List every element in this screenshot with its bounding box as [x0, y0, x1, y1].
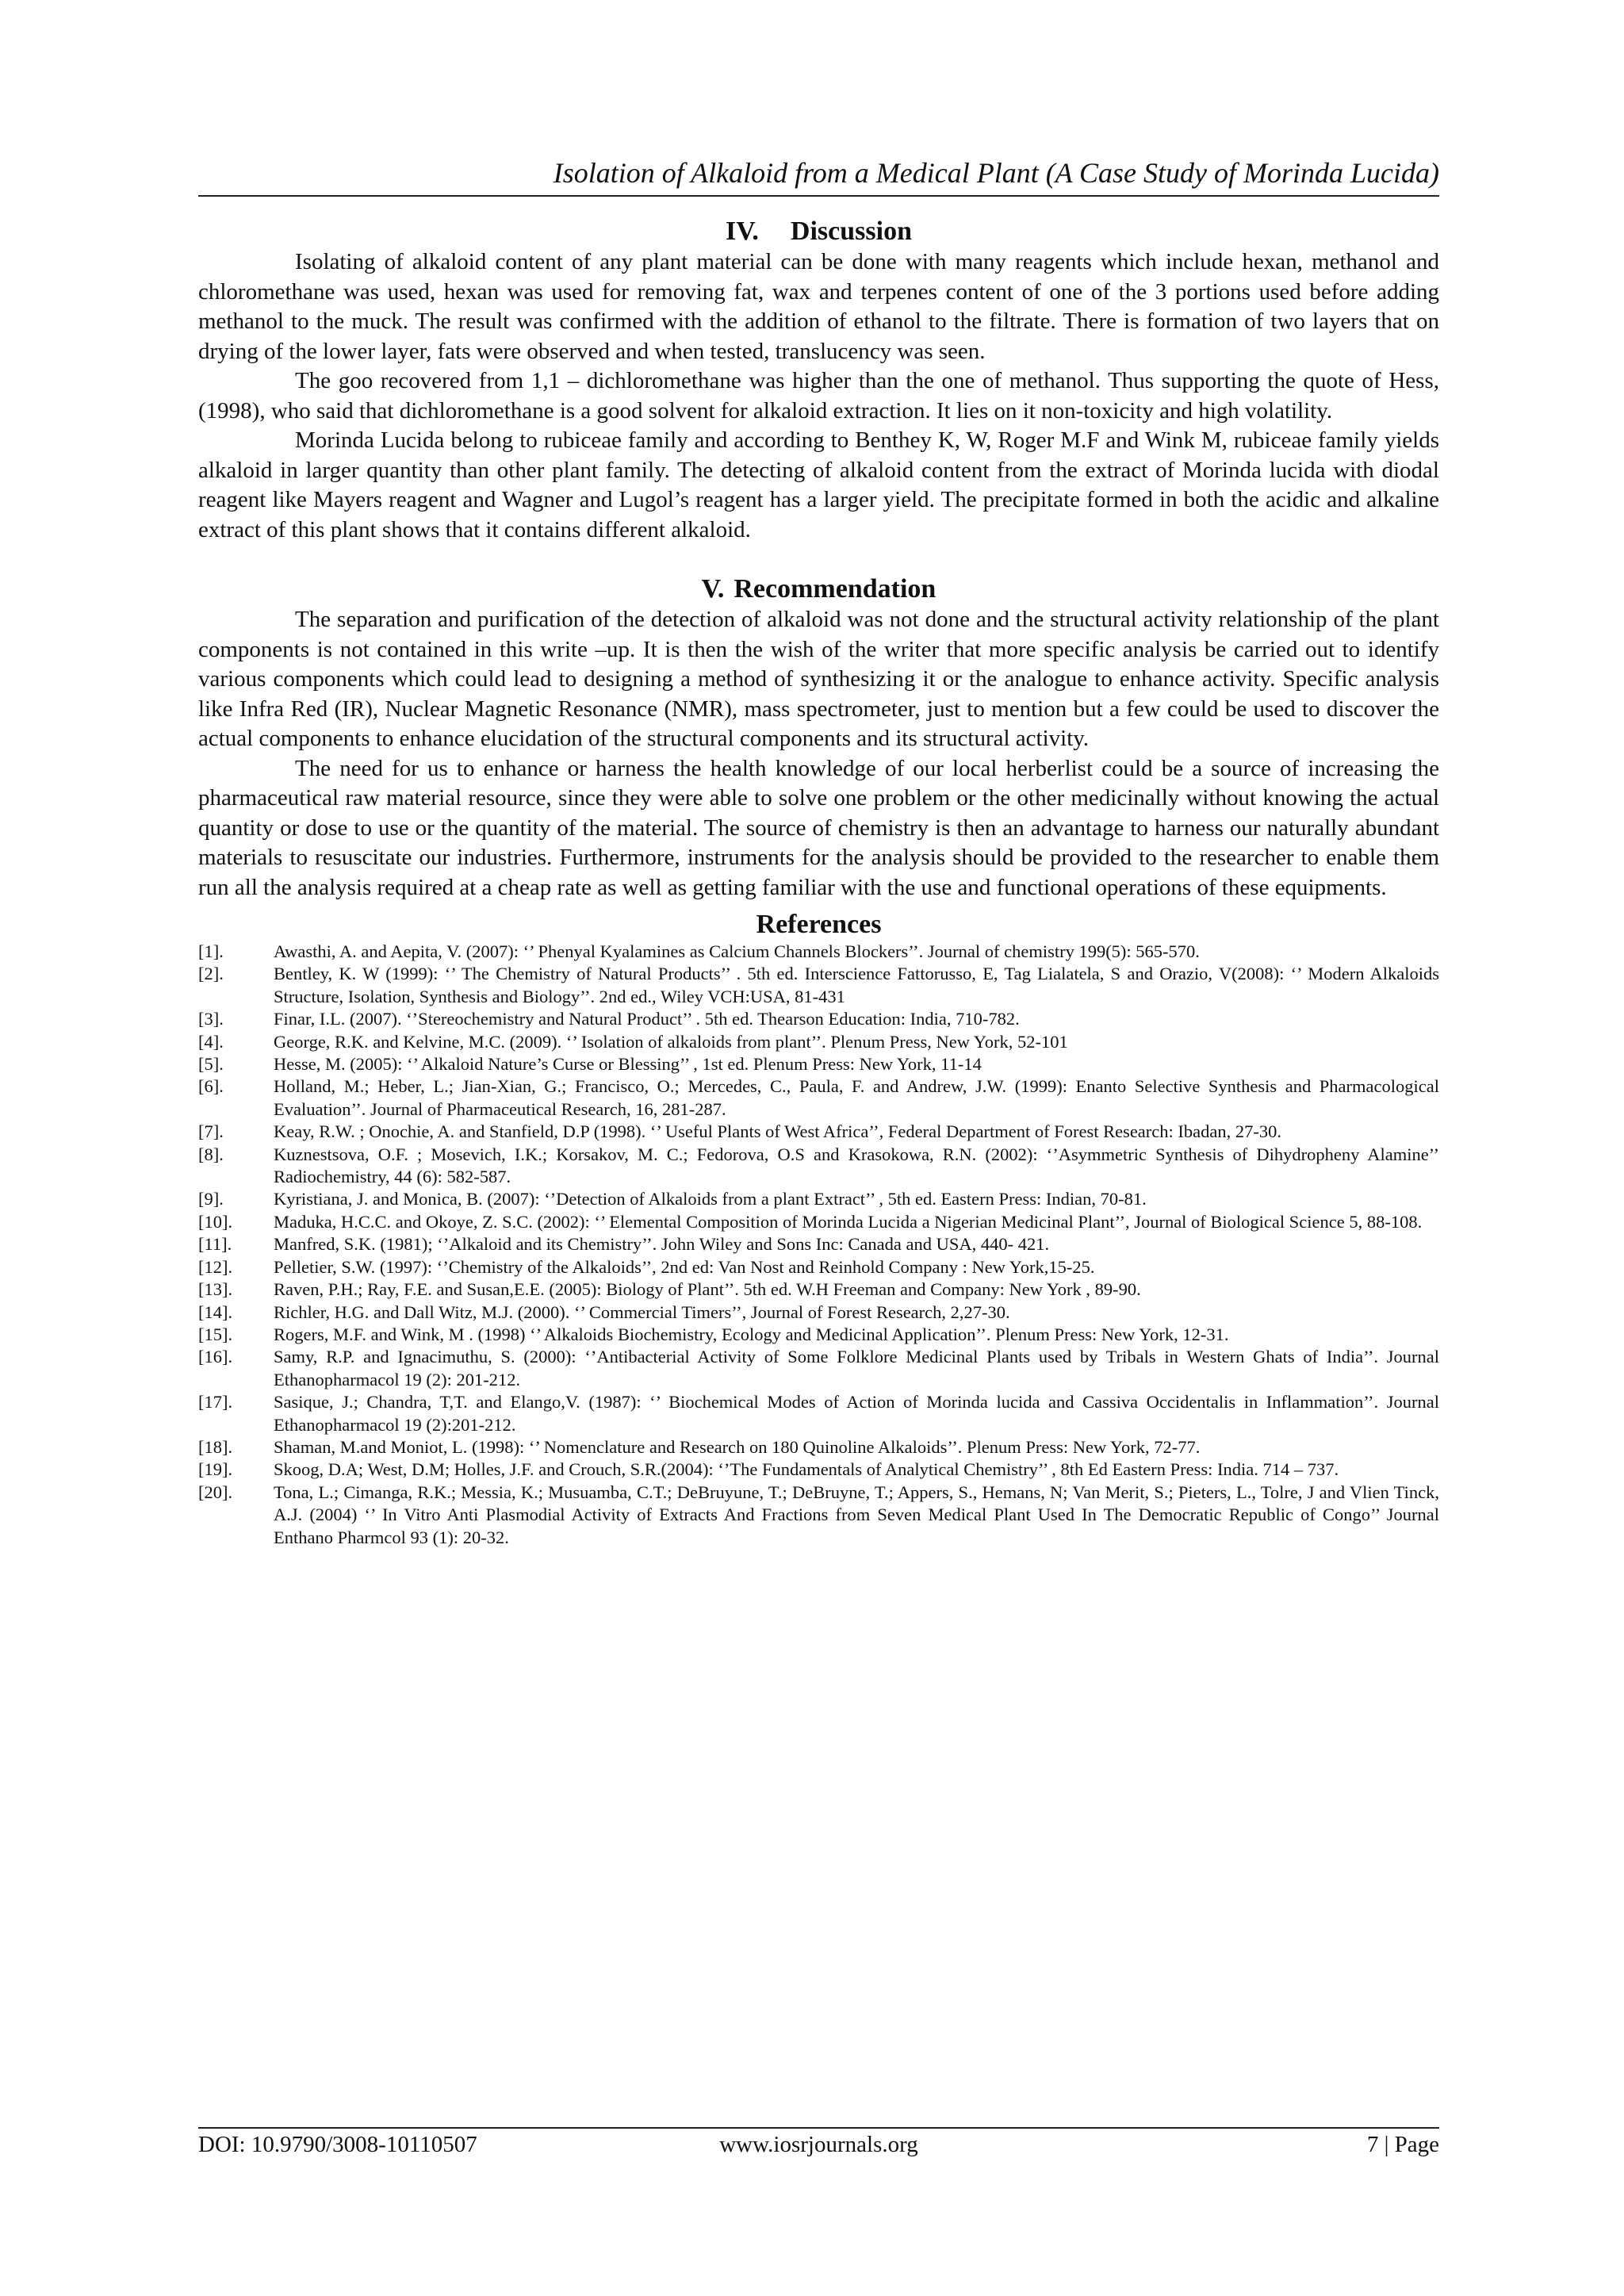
references-section [198, 909, 1439, 1549]
reference-number: [19]. [198, 1459, 233, 1480]
reference-number: [20]. [198, 1481, 233, 1502]
reference-text: Pelletier, S.W. (1997): ‘’Chemistry of the Alkaloids’’, 2nd ed: Van Nost and Reinhold Company : New York,15-25. [274, 1256, 1095, 1277]
reference-text: Finar, I.L. (2007). ‘’Stereochemistry and Natural Product’’ . 5th ed. Thearson Education: India, 710-782. [274, 1009, 1020, 1029]
reference-number: [13]. [198, 1279, 233, 1300]
discussion-title: Discussion [790, 217, 912, 246]
reference-item [198, 1346, 1439, 1391]
reference-number: [17]. [198, 1392, 233, 1412]
recommendation-heading [198, 573, 1439, 605]
references-heading: References [756, 910, 882, 939]
reference-text: Shaman, M.and Moniot, L. (1998): ‘’ Nomenclature and Research on 180 Quinoline Alkaloids’’. Plenum Press: New York, 72-77. [274, 1436, 1201, 1457]
reference-number: [7]. [198, 1121, 224, 1142]
reference-item [198, 941, 1439, 963]
reference-number: [18]. [198, 1436, 233, 1457]
reference-item [198, 1053, 1439, 1075]
reference-text: Maduka, H.C.C. and Okoye, Z. S.C. (2002): ‘’ Elemental Composition of Morinda Lucida a Nigerian Medicinal Plant’’, Journal of Biological Science 5, 88-108. [274, 1211, 1423, 1232]
reference-text: Manfred, S.K. (1981); ‘’Alkaloid and its Chemistry’’. John Wiley and Sons Inc: Canada and USA, 440- 421. [274, 1234, 1050, 1255]
reference-number: [14]. [198, 1301, 233, 1322]
reference-text: Awasthi, A. and Aepita, V. (2007): ‘’ Phenyal Kyalamines as Calcium Channels Blockers’’. Journal of chemistry 199(5): 565-570. [274, 941, 1200, 961]
reference-item [198, 1256, 1439, 1278]
reference-text: Bentley, K. W (1999): ‘’ The Chemistry of Natural Products’’ . 5th ed. Interscience Fattorusso, E, Tag Lialatela, S and Orazio, V(2008): ‘’ Modern Alkaloids Structure, Isolation, Synthesis and Biology’’. 2nd ed., Wiley VCH:USA, 81-431 [274, 964, 1439, 1006]
recommendation-number: V. [701, 574, 725, 604]
reference-number: [16]. [198, 1347, 233, 1367]
reference-text: Tona, L.; Cimanga, R.K.; Messia, K.; Musuamba, C.T.; DeBruyune, T.; DeBruyne, T.; Appers, S., Hemans, N; Van Merit, S.; Pieters, L., Tolre, J and Vlien Tinck, A.J. (2004) ‘’ In Vitro Anti Plasmodial Activity of Extracts And Fractions from Seven Medical Plant Used In The Democratic Republic of Congo’’ Journal Enthano Pharmcol 93 (1): 20-32. [274, 1481, 1439, 1547]
reference-number: [3]. [198, 1009, 224, 1029]
reference-text: Kuznestsova, O.F. ; Mosevich, I.K.; Korsakov, M. C.; Fedorova, O.S and Krasokowa, R.N. (2002): ‘’Asymmetric Synthesis of Dihydropheny Alamine’’ Radiochemistry, 44 (6): 582-587. [274, 1144, 1439, 1187]
reference-item [198, 1233, 1439, 1255]
reference-number: [11]. [198, 1234, 232, 1255]
header-rule [198, 195, 1439, 197]
reference-item [198, 1075, 1439, 1121]
reference-number: [12]. [198, 1256, 233, 1277]
reference-text: George, R.K. and Kelvine, M.C. (2009). ‘’ Isolation of alkaloids from plant’’. Plenum Press, New York, 52-101 [274, 1031, 1068, 1052]
reference-item [198, 1144, 1439, 1189]
recommendation-section [198, 573, 1439, 903]
reference-text: Richler, H.G. and Dall Witz, M.J. (2000). ‘’ Commercial Timers’’, Journal of Forest Research, 2,27-30. [274, 1301, 1010, 1322]
reference-item [198, 1211, 1439, 1233]
reference-item [198, 1301, 1439, 1324]
recommendation-paragraph: The separation and purification of the detection of alkaloid was not done and the structural activity relationship of the plant components is not contained in this write –up. It is then the wish of the writer that more specific analysis be carried out to identify various components which could lead to designing a method of synthesizing it or the analogue to enhance activity. Specific analysis like Infra Red (IR), Nuclear Magnetic Resonance (NMR), mass spectrometer, just to mention but a few could be used to discover the actual components to enhance elucidation of the structural components and its structural activity. [198, 607, 1439, 751]
reference-item [198, 1458, 1439, 1481]
reference-item [198, 1278, 1439, 1301]
recommendation-paragraph: The need for us to enhance or harness the health knowledge of our local herberlist could be a source of increasing the pharmaceutical raw material resource, since they were able to solve one problem or the other medicinally without knowing the actual quantity or dose to use or the quantity of the material. The source of chemistry is then an advantage to harness our naturally abundant materials to resuscitate our industries. Furthermore, instruments for the analysis should be provided to the researcher to enable them run all the analysis required at a cheap rate as well as getting familiar with the use and functional operations of these equipments. [198, 755, 1439, 900]
footer-rule [198, 2127, 1439, 2129]
reference-text: Hesse, M. (2005): ‘’ Alkaloid Nature’s Curse or Blessing’’ , 1st ed. Plenum Press: New York, 11-14 [274, 1054, 982, 1075]
reference-number: [1]. [198, 941, 224, 961]
reference-text: Samy, R.P. and Ignacimuthu, S. (2000): ‘’Antibacterial Activity of Some Folklore Medicinal Plants used by Tribals in Western Ghats of India’’. Journal Ethanopharmacol 19 (2): 201-212. [274, 1347, 1439, 1389]
reference-text: Rogers, M.F. and Wink, M . (1998) ‘’ Alkaloids Biochemistry, Ecology and Medicinal Application’’. Plenum Press: New York, 12-31. [274, 1324, 1229, 1344]
reference-text: Sasique, J.; Chandra, T,T. and Elango,V. (1987): ‘’ Biochemical Modes of Action of Morinda lucida and Cassiva Occidentalis in Inflammation’’. Journal Ethanopharmacol 19 (2):201-212. [274, 1392, 1439, 1435]
discussion-paragraph: The goo recovered from 1,1 – dichloromethane was higher than the one of methanol. Thus supporting the quote of Hess, (1998), who said that dichloromethane is a good solvent for alkaloid extraction. It lies on it non-toxicity and high volatility. [198, 368, 1439, 424]
reference-number: [4]. [198, 1031, 224, 1052]
reference-number: [10]. [198, 1211, 233, 1232]
discussion-section [198, 216, 1439, 545]
reference-item [198, 1188, 1439, 1210]
reference-item [198, 1324, 1439, 1346]
reference-text: Raven, P.H.; Ray, F.E. and Susan,E.E. (2005): Biology of Plant’’. 5th ed. W.H Freeman and Company: New York , 89-90. [274, 1279, 1141, 1300]
reference-number: [15]. [198, 1324, 233, 1344]
footer-website: www.iosrjournals.org [719, 2132, 918, 2157]
discussion-paragraph: Morinda Lucida belong to rubiceae family and according to Benthey K, W, Roger M.F and Wink M, rubiceae family yields alkaloid in larger quantity than other plant family. The detecting of alkaloid content from the extract of Morinda lucida with diodal reagent like Mayers reagent and Wagner and Lugol’s reagent has a larger yield. The precipitate formed in both the acidic and alkaline extract of this plant shows that it contains different alkaloid. [198, 427, 1439, 542]
reference-text: Keay, R.W. ; Onochie, A. and Stanfield, D.P (1998). ‘’ Useful Plants of West Africa’’, Federal Department of Forest Research: Ibadan, 27-30. [274, 1121, 1281, 1142]
reference-item [198, 1008, 1439, 1030]
reference-number: [5]. [198, 1054, 224, 1075]
reference-number: [2]. [198, 964, 224, 984]
reference-item [198, 1031, 1439, 1053]
reference-item [198, 963, 1439, 1008]
recommendation-title: Recommendation [733, 574, 936, 604]
reference-number: [8]. [198, 1144, 224, 1164]
reference-text: Skoog, D.A; West, D.M; Holles, J.F. and Crouch, S.R.(2004): ‘’The Fundamentals of Analytical Chemistry’’ , 8th Ed Eastern Press: India. 714 – 737. [274, 1459, 1339, 1480]
discussion-paragraph: Isolating of alkaloid content of any plant material can be done with many reagents which include hexan, methanol and chloromethane was used, hexan was used for removing fat, wax and terpenes content of one of the 3 portions used before adding methanol to the muck. The result was confirmed with the addition of ethanol to the filtrate. There is formation of two layers that on drying of the lower layer, fats were observed and when tested, translucency was seen. [198, 249, 1439, 364]
reference-number: [6]. [198, 1076, 224, 1097]
footer-doi: DOI: 10.9790/3008-10110507 [198, 2132, 477, 2157]
discussion-number: IV. [726, 217, 759, 246]
running-header: Isolation of Alkaloid from a Medical Plant (A Case Study of Morinda Lucida) [553, 157, 1439, 189]
reference-item [198, 1391, 1439, 1436]
reference-item [198, 1436, 1439, 1458]
discussion-heading [198, 216, 1439, 247]
reference-item [198, 1121, 1439, 1143]
footer-page-number: 7 | Page [1366, 2132, 1439, 2157]
reference-list [198, 941, 1439, 1549]
reference-number: [9]. [198, 1189, 224, 1209]
page-content [198, 216, 1439, 1549]
reference-text: Kyristiana, J. and Monica, B. (2007): ‘’Detection of Alkaloids from a plant Extract’’ , 5th ed. Eastern Press: Indian, 70-81. [274, 1189, 1147, 1209]
reference-item [198, 1481, 1439, 1549]
reference-text: Holland, M.; Heber, L.; Jian-Xian, G.; Francisco, O.; Mercedes, C., Paula, F. and Andrew, J.W. (1999): Enanto Selective Synthesis and Pharmacological Evaluation’’. Journal of Pharmaceutical Research, 16, 281-287. [274, 1076, 1439, 1119]
